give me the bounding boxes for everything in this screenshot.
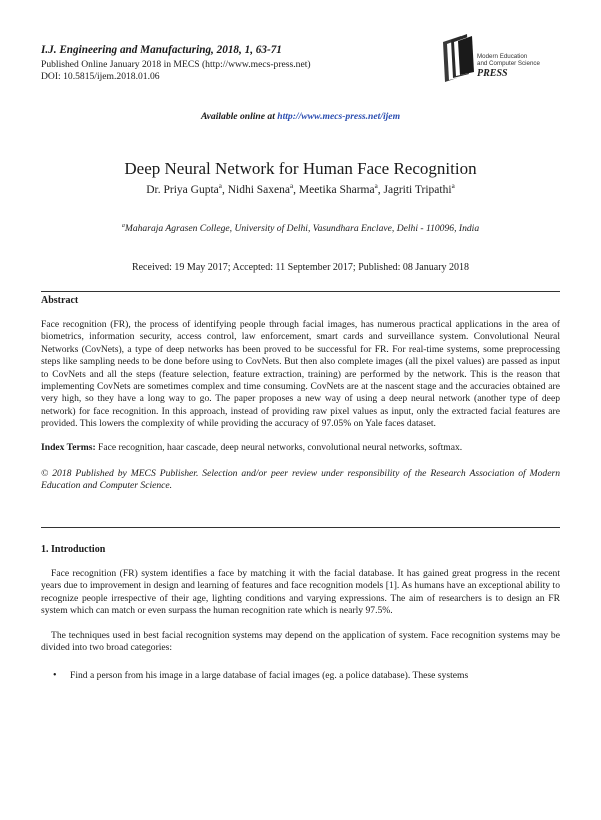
bullet-item-1: Find a person from his image in a large database of facial images (eg. a police database). These systems [70, 670, 469, 681]
copyright-notice: © 2018 Published by MECS Publisher. Selection and/or peer review under responsibility of the Research Association of Modern Education and Computer Science. [41, 468, 560, 492]
index-terms-list: Face recognition, haar cascade, deep neural networks, convolutional neural networks, softmax. [95, 442, 463, 453]
index-terms-label: Index Terms: [41, 442, 96, 453]
author-name: Nidhi Saxena [227, 184, 290, 196]
journal-url-link[interactable]: http://www.mecs-press.net/ijem [277, 111, 401, 122]
author-name: Dr. Priya Gupta [146, 184, 219, 196]
svg-text:PRESS [477, 68, 508, 79]
doi-line: DOI: 10.5815/ijem.2018.01.06 [41, 71, 160, 82]
affiliation-mark: a [121, 222, 125, 229]
submission-dates: Received: 19 May 2017; Accepted: 11 September 2017; Published: 08 January 2018 [131, 262, 470, 273]
logo-line2: and Computer Science [477, 60, 540, 67]
svg-text:Modern Education [477, 53, 528, 60]
journal-citation: I.J. Engineering and Manufacturing, 2018, 1, 63-71 [41, 44, 282, 56]
author-affiliation-mark: a [218, 182, 222, 191]
logo-line1: Modern Education [477, 53, 528, 60]
author-affiliation-mark: a [289, 182, 294, 191]
intro-paragraph-2: The techniques used in best facial recognition systems may depend on the application of system. Face recognition systems may be divided into two broad categories: [41, 630, 560, 654]
svg-text:and Computer Science [477, 60, 541, 67]
book-stack-icon [441, 32, 551, 86]
logo-press: PRESS [477, 68, 508, 79]
bullet-icon: • [53, 670, 57, 681]
published-online-line: Published Online January 2018 in MECS (http://www.mecs-press.net) [41, 59, 311, 70]
affiliation-text: Maharaja Agrasen College, University of Delhi, Vasundhara Enclave, Delhi - 110096, India [124, 223, 480, 234]
author-affiliation-mark: a [374, 182, 378, 191]
intro-paragraph-1: Face recognition (FR) system identifies a face by matching it with the facial database. It has gained great progress in the recent years due to improvement in design and learning of features and face recognition models [1]. As humans have an exceptional ability to recognize people irrespective of their age, lighting conditions and varying expressions. The aim of researchers is to design an FR system which can match or even surpass the human recognition rate which is nearly 97.5%. [41, 568, 560, 617]
available-online-line [0, 111, 601, 122]
paper-title: Deep Neural Network for Human Face Recognition [124, 159, 477, 178]
index-terms [41, 442, 560, 454]
author-affiliation-mark: a [451, 182, 455, 191]
author-name: Jagriti Tripathi [383, 184, 452, 196]
abstract-heading: Abstract [41, 295, 79, 306]
available-label: Available online at [200, 111, 278, 122]
abstract-bottom-rule [41, 527, 560, 528]
mecs-press-logo [441, 32, 551, 86]
section-heading-introduction: 1. Introduction [41, 544, 106, 555]
author-list: Dr. Priya Gupta$^a$, Nidhi Saxena$^a$, Meetika Sharma$^a$, Jagriti Tripathi$^a$ [146, 182, 455, 196]
abstract-top-rule [41, 291, 560, 292]
abstract-text: Face recognition (FR), the process of identifying people through facial images, has numerous practical applications in the area of biometrics, information security, access control, law enforcement, smart cards and surveillance system. Convolutional Neural Networks (CovNets), a type of deep networks has been proved to be successful for FR. For real-time systems, some preprocessing steps like sampling needs to be done before using to CovNets. But then also complete images (all the pixel values) are passed as input to CovNets and all the steps (feature selection, feature extraction, training) are performed by the network. This is the reason that implementing CovNets are sometimes complex and time consuming. CovNets are at the nascent stage and the accuracies obtained are very high, so they have a long way to go. The paper proposes a new way of using a deep neural network (another type of deep network) for face recognition. In this approach, instead of providing raw pixel values as input, only the extracted facial features are provided. This lowers the complexity of while providing the accuracy of 97.05% on Yale faces dataset. [41, 319, 560, 430]
affiliation [0, 223, 601, 234]
author-name: Meetika Sharma [298, 184, 375, 196]
